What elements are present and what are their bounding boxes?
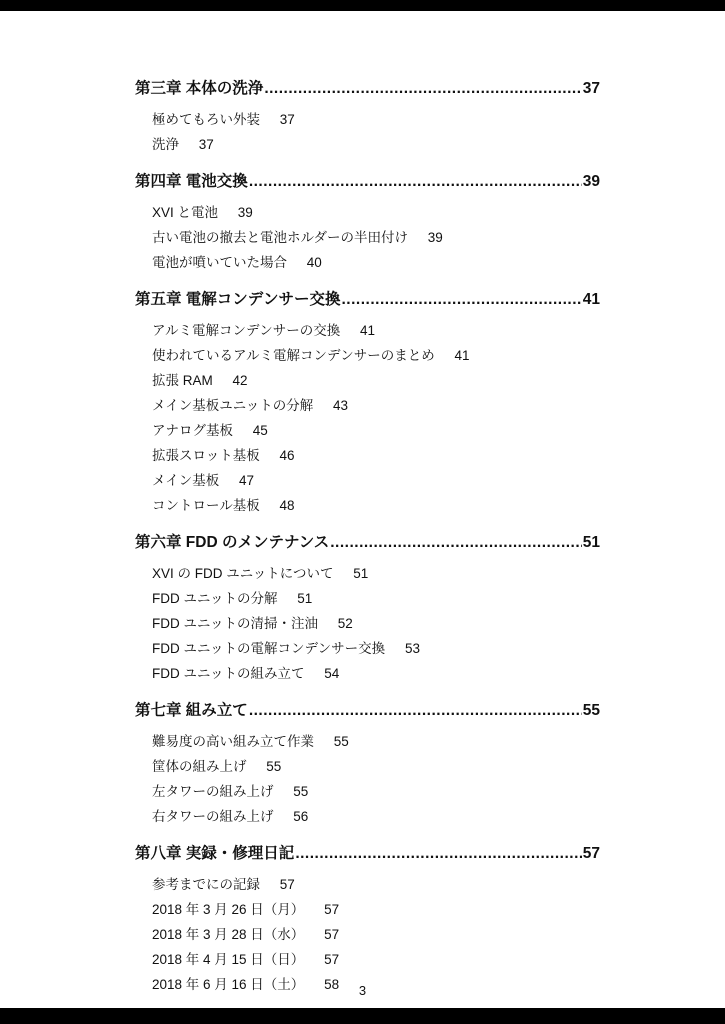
entry-page-number: 39 xyxy=(237,205,253,220)
toc-section xyxy=(135,841,600,997)
dot-leader xyxy=(249,698,582,723)
entry-page-number: 48 xyxy=(279,498,295,513)
chapter-page-number: 57 xyxy=(582,845,600,862)
toc-entry xyxy=(152,922,600,947)
toc-entry xyxy=(152,947,600,972)
entry-page-number: 52 xyxy=(337,616,353,631)
entry-page-number: 54 xyxy=(324,666,340,681)
entry-page-number: 55 xyxy=(333,734,349,749)
entry-title: メイン基板 xyxy=(152,473,220,488)
entry-title: アナログ基板 xyxy=(152,423,233,438)
toc-entry xyxy=(152,729,600,754)
toc-entry xyxy=(152,804,600,829)
entry-page-number: 46 xyxy=(279,448,295,463)
toc-entry xyxy=(152,225,600,250)
toc-section xyxy=(135,169,600,275)
toc-entry xyxy=(152,779,600,804)
entry-title: アルミ電解コンデンサーの交換 xyxy=(152,323,341,338)
toc-entry xyxy=(152,754,600,779)
chapter-entries xyxy=(135,872,600,997)
dot-leader xyxy=(330,530,582,555)
entry-page-number: 37 xyxy=(279,112,295,127)
entry-page-number: 55 xyxy=(266,759,282,774)
entry-title: 電池が噴いていた場合 xyxy=(152,255,287,270)
chapter-page-number: 37 xyxy=(582,80,600,97)
chapter-title: 第八章 実録・修理日記 xyxy=(135,845,295,862)
entry-title: 参考までにの記録 xyxy=(152,877,260,892)
dot-leader xyxy=(264,76,581,101)
toc-entry xyxy=(152,611,600,636)
entry-page-number: 41 xyxy=(454,348,470,363)
toc-section xyxy=(135,76,600,157)
toc-entry xyxy=(152,107,600,132)
toc-entry xyxy=(152,393,600,418)
entry-page-number: 53 xyxy=(404,641,420,656)
entry-page-number: 57 xyxy=(324,952,340,967)
entry-page-number: 43 xyxy=(332,398,348,413)
chapter-page-number: 39 xyxy=(582,173,600,190)
entry-title: 2018 年 6 月 16 日（土） xyxy=(152,977,305,992)
toc-entry xyxy=(152,318,600,343)
scan-edge-bottom xyxy=(0,1008,725,1024)
entry-page-number: 45 xyxy=(252,423,268,438)
entry-page-number: 57 xyxy=(324,902,340,917)
entry-title: XVI の FDD ユニットについて xyxy=(152,566,334,581)
chapter-page-number: 51 xyxy=(582,534,600,551)
toc-chapter-heading xyxy=(135,287,600,312)
toc-section xyxy=(135,287,600,518)
toc-entry xyxy=(152,872,600,897)
entry-page-number: 40 xyxy=(306,255,322,270)
entry-page-number: 58 xyxy=(324,977,340,992)
entry-title: 拡張スロット基板 xyxy=(152,448,260,463)
entry-title: FDD ユニットの電解コンデンサー交換 xyxy=(152,641,386,656)
entry-title: 左タワーの組み上げ xyxy=(152,784,274,799)
chapter-entries xyxy=(135,561,600,686)
entry-page-number: 37 xyxy=(198,137,214,152)
dot-leader xyxy=(249,169,582,194)
toc-entry xyxy=(152,132,600,157)
entry-title: メイン基板ユニットの分解 xyxy=(152,398,314,413)
entry-page-number: 51 xyxy=(353,566,369,581)
dot-leader xyxy=(342,287,582,312)
entry-title: 使われているアルミ電解コンデンサーのまとめ xyxy=(152,348,435,363)
toc-entry xyxy=(152,468,600,493)
entry-page-number: 47 xyxy=(239,473,255,488)
toc-section xyxy=(135,698,600,829)
entry-title: 古い電池の撤去と電池ホルダーの半田付け xyxy=(152,230,408,245)
toc-entry xyxy=(152,493,600,518)
chapter-entries xyxy=(135,729,600,829)
chapter-title: 第四章 電池交換 xyxy=(135,173,248,190)
chapter-entries xyxy=(135,200,600,275)
entry-title: 右タワーの組み上げ xyxy=(152,809,274,824)
toc-entry xyxy=(152,443,600,468)
entry-title: FDD ユニットの清掃・注油 xyxy=(152,616,318,631)
chapter-entries xyxy=(135,107,600,157)
entry-title: FDD ユニットの分解 xyxy=(152,591,278,606)
entry-title: 2018 年 4 月 15 日（日） xyxy=(152,952,305,967)
toc-entry xyxy=(152,368,600,393)
entry-title: コントロール基板 xyxy=(152,498,260,513)
toc-entry xyxy=(152,661,600,686)
toc-chapter-heading xyxy=(135,841,600,866)
page-number: 3 xyxy=(358,983,367,998)
scan-edge-top xyxy=(0,0,725,11)
toc-entry xyxy=(152,418,600,443)
toc-entry xyxy=(152,343,600,368)
chapter-entries xyxy=(135,318,600,518)
toc-entry xyxy=(152,636,600,661)
toc-entry xyxy=(152,561,600,586)
entry-title: XVI と電池 xyxy=(152,205,219,220)
entry-title: 拡張 RAM xyxy=(152,373,213,388)
chapter-page-number: 55 xyxy=(582,702,600,719)
table-of-contents xyxy=(135,76,600,1009)
entry-page-number: 57 xyxy=(279,877,295,892)
entry-page-number: 39 xyxy=(427,230,443,245)
chapter-title: 第三章 本体の洗浄 xyxy=(135,80,264,97)
entry-page-number: 55 xyxy=(293,784,309,799)
chapter-title: 第五章 電解コンデンサー交換 xyxy=(135,291,341,308)
entry-title: 2018 年 3 月 28 日（水） xyxy=(152,927,305,942)
entry-title: FDD ユニットの組み立て xyxy=(152,666,305,681)
entry-page-number: 51 xyxy=(297,591,313,606)
entry-page-number: 56 xyxy=(293,809,309,824)
entry-title: 筐体の組み上げ xyxy=(152,759,247,774)
toc-chapter-heading xyxy=(135,698,600,723)
entry-page-number: 41 xyxy=(359,323,375,338)
toc-chapter-heading xyxy=(135,169,600,194)
toc-entry xyxy=(152,250,600,275)
entry-page-number: 57 xyxy=(324,927,340,942)
dot-leader xyxy=(295,841,581,866)
entry-title: 極めてもろい外装 xyxy=(152,112,260,127)
toc-entry xyxy=(152,200,600,225)
chapter-page-number: 41 xyxy=(582,291,600,308)
toc-chapter-heading xyxy=(135,530,600,555)
toc-entry xyxy=(152,897,600,922)
entry-title: 洗浄 xyxy=(152,137,179,152)
toc-section xyxy=(135,530,600,686)
toc-chapter-heading xyxy=(135,76,600,101)
entry-title: 2018 年 3 月 26 日（月） xyxy=(152,902,305,917)
toc-entry xyxy=(152,586,600,611)
chapter-title: 第七章 組み立て xyxy=(135,702,248,719)
entry-title: 難易度の高い組み立て作業 xyxy=(152,734,314,749)
chapter-title: 第六章 FDD のメンテナンス xyxy=(135,534,330,551)
entry-page-number: 42 xyxy=(232,373,248,388)
